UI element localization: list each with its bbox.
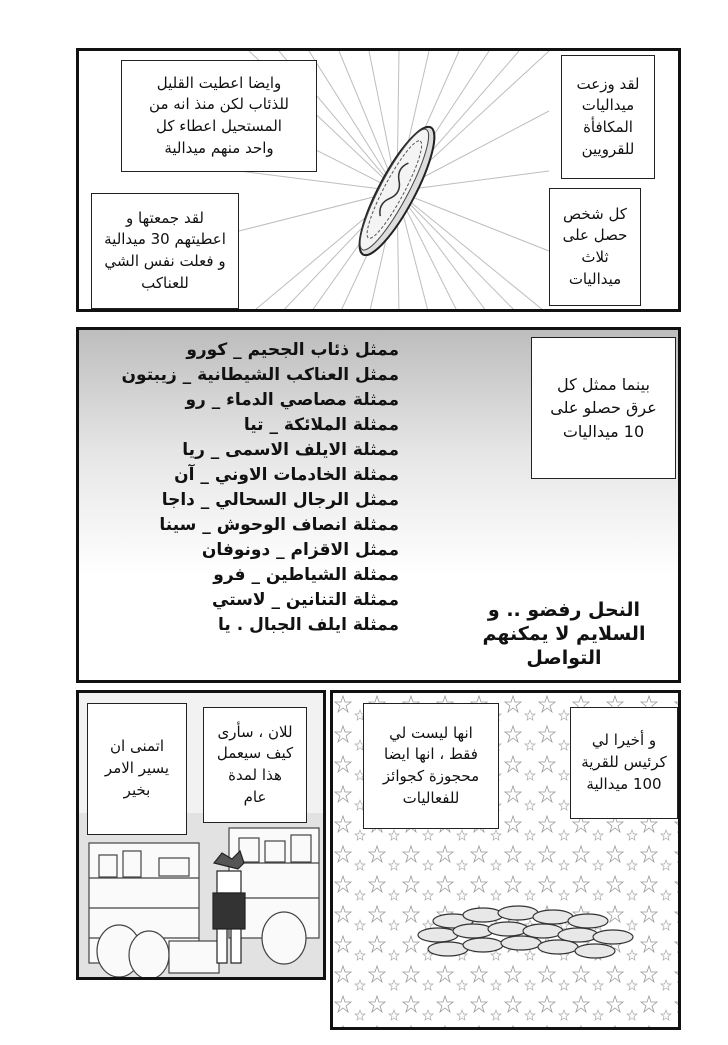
panel-coin bbox=[76, 48, 681, 312]
list-item: ممثلة مصاصي الدماء _ رو bbox=[185, 390, 399, 410]
representatives-list bbox=[121, 338, 399, 638]
caption-box: للان ، سأرى كيف سيعمل هذا لمدة عام bbox=[203, 707, 307, 823]
caption-box: لقد وزعت ميداليات المكافأة للقرويين bbox=[561, 55, 655, 179]
caption-box: اتمنى ان يسير الامر بخير bbox=[87, 703, 187, 835]
list-item: ممثل العناكب الشيطانية _ زيبتون bbox=[121, 365, 399, 385]
list-item: ممثلة الملائكة _ تيا bbox=[243, 415, 399, 435]
caption-box: بينما ممثل كل عرق حصلو على 10 ميداليات bbox=[531, 337, 676, 479]
list-item: ممثلة ايلف الجبال . يا bbox=[218, 615, 399, 635]
list-item: ممثل ذئاب الجحيم _ كورو bbox=[186, 340, 399, 360]
list-item: ممثل الرجال السحالي _ داجا bbox=[161, 490, 399, 510]
caption-box: وايضا اعطيت القليل للذئاب لكن منذ انه من المستحيل اعطاء كل واحد منهم ميدالية bbox=[121, 60, 317, 172]
panel-medal-pile bbox=[330, 690, 681, 1030]
list-item: ممثلة الشياطين _ فرو bbox=[213, 565, 399, 585]
caption-box: كل شخص حصل على ثلاث ميداليات bbox=[549, 188, 641, 306]
medal-coin bbox=[347, 119, 446, 263]
panel-storeroom bbox=[76, 690, 326, 980]
note-text: النحل رفضو .. و السلايم لا يمكنهم التواصل bbox=[482, 599, 646, 669]
caption-box: و أخيرا لي كرئيس للقرية 100 ميدالية bbox=[570, 707, 678, 819]
list-item: ممثلة الخادمات الاوني _ آن bbox=[174, 465, 399, 485]
caption-box: لقد جمعتها و اعطيتهم 30 ميدالية و فعلت نفس الشي للعناكب bbox=[91, 193, 239, 309]
list-item: ممثلة انصاف الوحوش _ سينا bbox=[159, 515, 399, 535]
list-item: ممثلة الايلف الاسمى _ ريا bbox=[182, 440, 399, 460]
panel-medal-list bbox=[76, 327, 681, 683]
list-item: ممثل الاقزام _ دونوفان bbox=[201, 540, 399, 560]
caption-box: انها ليست لي فقط ، انها ايضا محجوزة كجوائز للفعاليات bbox=[363, 703, 499, 829]
list-item: ممثلة التنانين _ لاستي bbox=[212, 590, 399, 610]
